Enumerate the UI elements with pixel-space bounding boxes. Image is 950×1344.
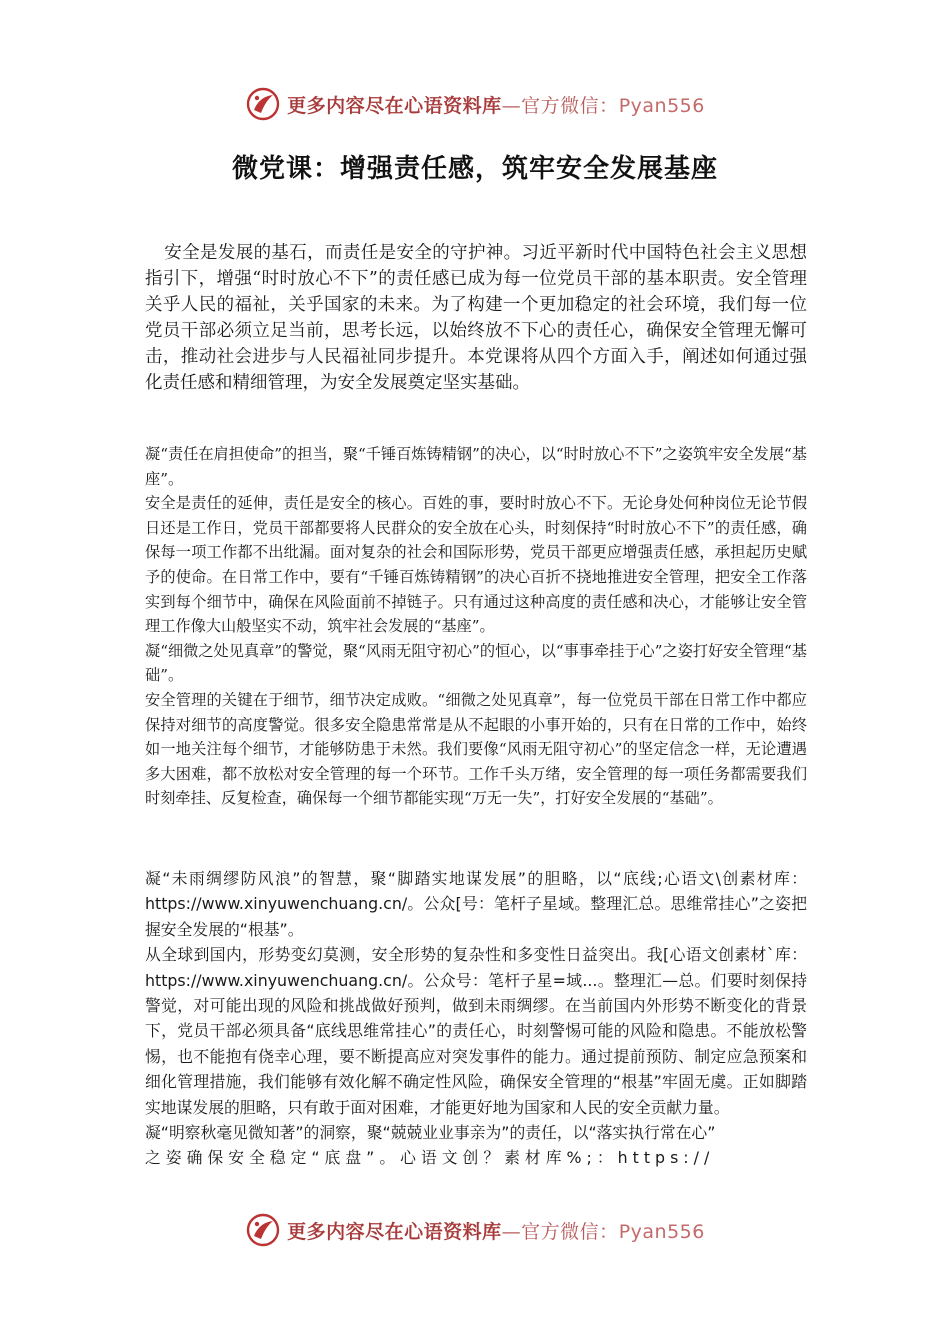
section-heading-4-cont: 之姿确保安全稳定“底盘”。心语文创？素材库%;：https://	[145, 1148, 715, 1168]
intro-paragraph: 安全是发展的基石，而责任是安全的守护神。习近平新时代中国特色社会主义思想指引下，增强“时时放心不下”的责任感已成为每一位党员干部的基本职责。安全管理关乎人民的福祉，关乎国家的未来。为了构建一个更加稳定的社会环境，我们每一位党员干部必须立足当前，思考长远，以始终放不下心的责任心，确保安全管理无懈可击，推动社会进步与人民福祉同步提升。本党课将从四个方面入手，阐述如何通过强化责任感和精细管理，为安全发展奠定坚实基础。	[145, 243, 807, 393]
page-title: 微党课：增强责任感，筑牢安全发展基座	[231, 154, 718, 184]
banner-dash: —	[501, 1220, 522, 1243]
footer-banner[interactable]	[0, 1210, 950, 1250]
logo-icon	[245, 1212, 281, 1248]
section-paragraph-1: 安全是责任的延伸，责任是安全的核心。百姓的事，要时时放心不下。无论身处何种岗位无论节假日还是工作日，党员干部都要将人民群众的安全放在心头，时刻保持“时时放心不下”的责任感，确保每一项工作都不出纰漏。面对复杂的社会和国际形势，党员干部更应增强责任感，承担起历史赋予的使命。在日常工作中，要有“千锤百炼铸精钢”的决心百折不挠地推进安全管理，把安全工作落实到每个细节中，确保在风险面前不掉链子。只有通过这种高度的责任感和决心，才能够让安全管理工作像大山般坚实不动，筑牢社会发展的“基座”。	[145, 494, 807, 636]
body-text	[145, 442, 807, 811]
banner-wechat: Pyan556	[618, 1220, 705, 1243]
banner-dash: —	[501, 94, 522, 117]
banner-official: 官方微信：	[521, 1220, 619, 1243]
section-heading-4: 凝“明察秋毫见微知著”的洞察，聚“兢兢业业事亲为”的责任，以“落实执行常在心”	[145, 1123, 716, 1143]
logo-icon	[245, 86, 281, 122]
section-heading-2: 凝“细微之处见真章”的警觉，聚“风雨无阻守初心”的恒心，以“事事牵挂于心”之姿打好安全管理“基础”。	[145, 641, 807, 685]
section-paragraph-2: 安全管理的关键在于细节，细节决定成败。“细微之处见真章”，每一位党员干部在日常工作中都应保持对细节的高度警觉。很多安全隐患常常是从不起眼的小事开始的，只有在日常的工作中，始终如一地关注每个细节，才能够防患于未然。我们要像“风雨无阻守初心”的坚定信念一样，无论遭遇多大困难，都不放松对安全管理的每一个环节。工作千头万绪，安全管理的每一项任务都需要我们时刻牵挂、反复检查，确保每一个细节都能实现“万无一失”，打好安全发展的“基础”。	[145, 690, 807, 808]
banner-text	[287, 1217, 705, 1244]
banner-text	[287, 91, 705, 118]
section-heading-3: 凝“未雨绸缪防风浪”的智慧，聚“脚踏实地谋发展”的胆略，以“底线;心语文\创素材库：https://www.xinyuwenchuang.cn/。公众[号：笔杆子星域。整理汇总。思维常挂心”之姿把握安全发展的“根基”。	[145, 869, 807, 939]
banner-official: 官方微信：	[521, 94, 619, 117]
header-banner[interactable]	[0, 84, 950, 124]
section-heading-1: 凝“责任在肩担使命”的担当，聚“千锤百炼铸精钢”的决心，以“时时放心不下”之姿筑牢安全发展“基座”。	[145, 445, 807, 488]
banner-brand: 更多内容尽在心语资料库	[287, 1220, 502, 1243]
banner-brand: 更多内容尽在心语资料库	[287, 94, 502, 117]
section-paragraph-3: 从全球到国内，形势变幻莫测，安全形势的复杂性和多变性日益突出。我[心语文创素材`库：https://www.xinyuwenchuang.cn/。公众号：笔杆子星=域...。整理汇—总。们要时刻保持警觉，对可能出现的风险和挑战做好预判，做到未雨绸缪。在当前国内外形势不断变化的背景下，党员干部必须具备“底线思维常挂心”的责任心，时刻警惕可能的风险和隐患。不能放松警惕，也不能抱有侥幸心理，要不断提高应对突发事件的能力。通过提前预防、制定应急预案和细化管理措施，我们能够有效化解不确定性风险，确保安全管理的“根基”牢固无虞。正如脚踏实地谋发展的胆略，只有敢于面对困难，才能更好地为国家和人民的安全贡献力量。	[145, 945, 807, 1117]
body-text-sans	[145, 866, 807, 1171]
banner-wechat: Pyan556	[618, 94, 705, 117]
